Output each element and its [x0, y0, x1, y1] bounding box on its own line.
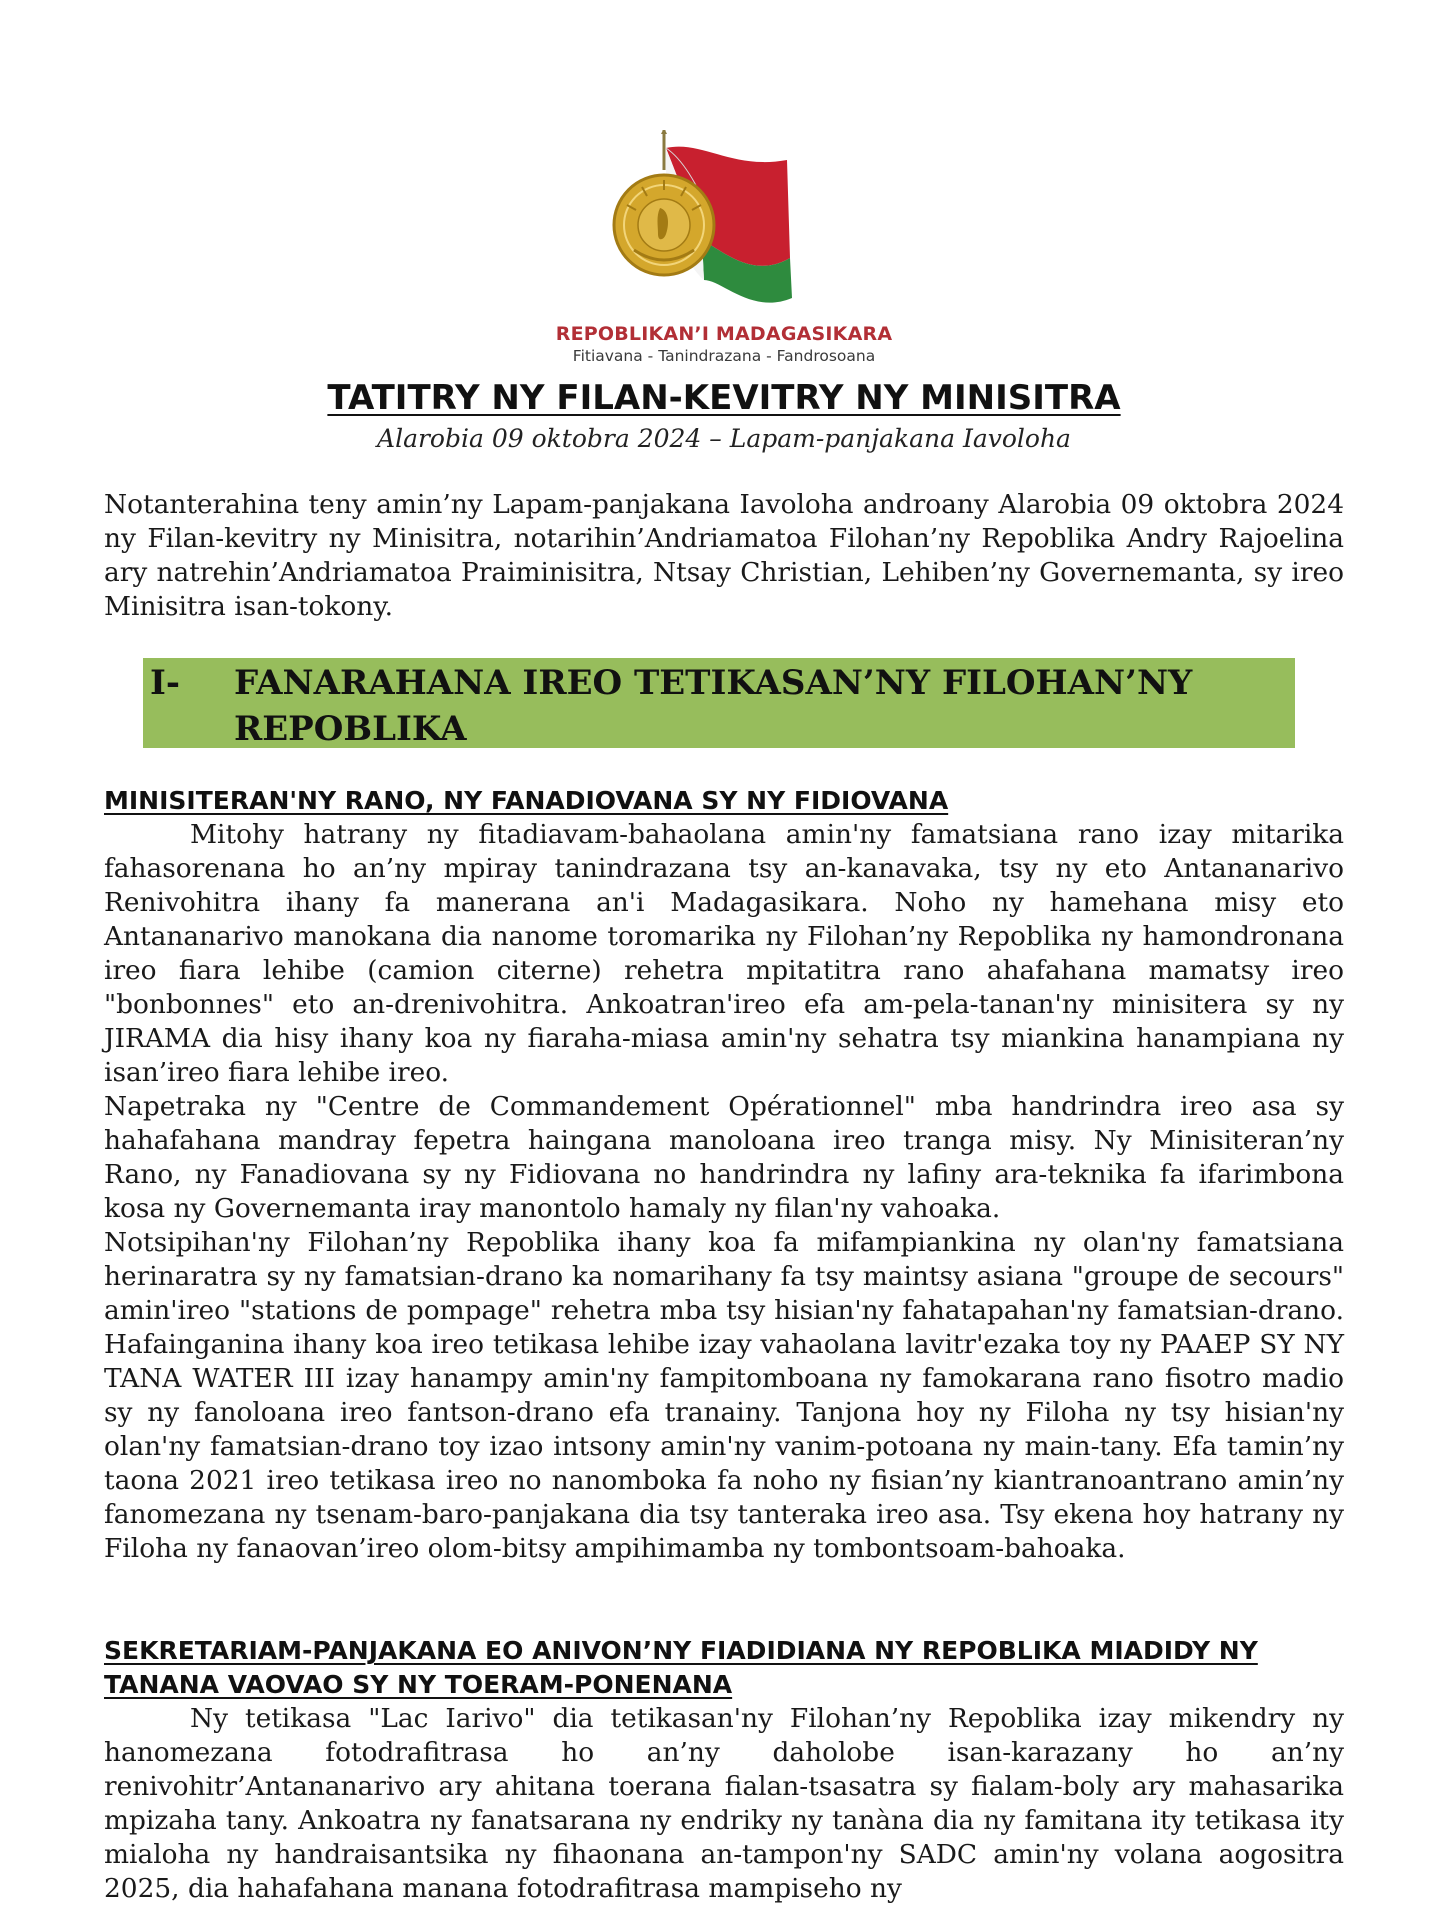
paragraph: Mitohy hatrany ny fitadiavam-bahaolana amin'ny famatsiana rano izay mitarika fahasorenana ho an’ny mpiray tanindrazana tsy an-kanavaka, tsy ny eto Antananarivo Renivohitra ihany fa manerana an'i Madagasikara. Noho ny hamehana misy eto Antananarivo manokana dia nanome toromarika ny Filohan’ny Repoblika ny hamondronana ireo fiara lehibe (camion citerne) rehetra mpitatitra rano ahafahana mamatsy ireo "bonbonnes" eto an-drenivohitra. Ankoatran'ireo efa am-pela-tanan'ny minisitera sy ny JIRAMA dia hisy ihany koa ny fiaraha-miasa amin'ny sehatra tsy miankina hanampiana ny isan’ireo fiara lehibe ireo.	[104, 819, 1344, 1088]
document-title	[104, 378, 1344, 418]
seal-and-flag-icon	[612, 130, 842, 320]
ministry-heading-new-cities: SEKRETARIAM-PANJAKANA EO ANIVON’NY FIADIDIANA NY REPOBLIKA MIADIDY NY TANANA VAOVAO SY NY TOERAM-PONENANA	[104, 1636, 1258, 1699]
ministry-heading-water: MINISITERAN'NY RANO, NY FANADIOVANA SY NY FIDIOVANA	[104, 786, 949, 815]
section-number: I-	[150, 663, 181, 703]
republic-emblem	[612, 130, 842, 320]
ministry-body-water	[104, 818, 1344, 1566]
document-title-text: TATITRY NY FILAN-KEVITRY NY MINISITRA	[327, 378, 1121, 418]
republic-name: REPOBLIKAN’I MADAGASIKARA	[555, 323, 893, 345]
paragraph: Ny tetikasa "Lac Iarivo" dia tetikasan'ny Filohan’ny Repoblika izay mikendry ny hanomezana fotodrafitrasa ho an’ny daholobe isan-karazany ho an’ny renivohitr’Antananarivo ary ahitana toerana fialan-tsasatra sy fialam-boly ary mahasarika mpizaha tany. Ankoatra ny fanatsarana ny endriky ny tanàna dia ny famitana ity tetikasa ity mialoha ny handraisantsika ny fihaonana an-tampon'ny SADC amin'ny volana aogositra 2025, dia hahafahana manana fotodrafitrasa mampiseho ny	[104, 1703, 1344, 1904]
ministry-body-new-cities	[104, 1702, 1344, 1906]
paragraph: Notsipihan'ny Filohan’ny Repoblika ihany koa fa mifampiankina ny olan'ny famatsiana herinaratra sy ny famatsian-drano ka nomarihany fa tsy maintsy asiana "groupe de secours" amin'ireo "stations de pompage" rehetra mba tsy hisian'ny fahatapahan'ny famatsian-drano. Hafainganina ihany koa ireo tetikasa lehibe izay vahaolana lavitr'ezaka toy ny PAAEP SY NY TANA WATER III izay hanampy amin'ny fampitomboana ny famokarana rano fisotro madio sy ny fanoloana ireo fantson-drano efa tranainy. Tanjona hoy ny Filoha ny tsy hisian'ny olan'ny famatsian-drano toy izao intsony amin'ny vanim-potoana ny main-tany. Efa tamin’ny taona 2021 ireo tetikasa ireo no nanomboka fa noho ny fisian’ny kiantranoantrano amin’ny fanomezana ny tsenam-baro-panjakana dia tsy tanteraka ireo asa. Tsy ekena hoy hatrany ny Filoha ny fanaovan’ireo olom-bitsy ampihimamba ny tombontsoam-bahoaka.	[104, 1227, 1344, 1564]
section-title: FANARAHANA IREO TETIKASAN’NY FILOHAN’NY REPOBLIKA	[234, 663, 1193, 749]
republic-motto: Fitiavana - Tanindrazana - Fandrosoana	[572, 347, 876, 365]
paragraph: Napetraka ny "Centre de Commandement Opérationnel" mba handrindra ireo asa sy hahafahana mandray fepetra haingana manoloana ireo tranga misy. Ny Minisiteran’ny Rano, ny Fanadiovana sy ny Fidiovana no handrindra ny lafiny ara-teknika fa ifarimbona kosa ny Governemanta iray manontolo hamaly ny filan'ny vahoaka.	[104, 1091, 1344, 1224]
intro-paragraph: Notanterahina teny amin’ny Lapam-panjakana Iavoloha androany Alarobia 09 oktobra 2024 ny Filan-kevitry ny Minisitra, notarihin’Andriamatoa Filohan’ny Repoblika Andry Rajoelina ary natrehin’Andriamatoa Praiminisitra, Ntsay Christian, Lehiben’ny Governemanta, sy ireo Minisitra isan-tokony.	[104, 489, 1344, 622]
document-subtitle: Alarobia 09 oktobra 2024 – Lapam-panjakana Iavoloha	[377, 424, 1071, 453]
